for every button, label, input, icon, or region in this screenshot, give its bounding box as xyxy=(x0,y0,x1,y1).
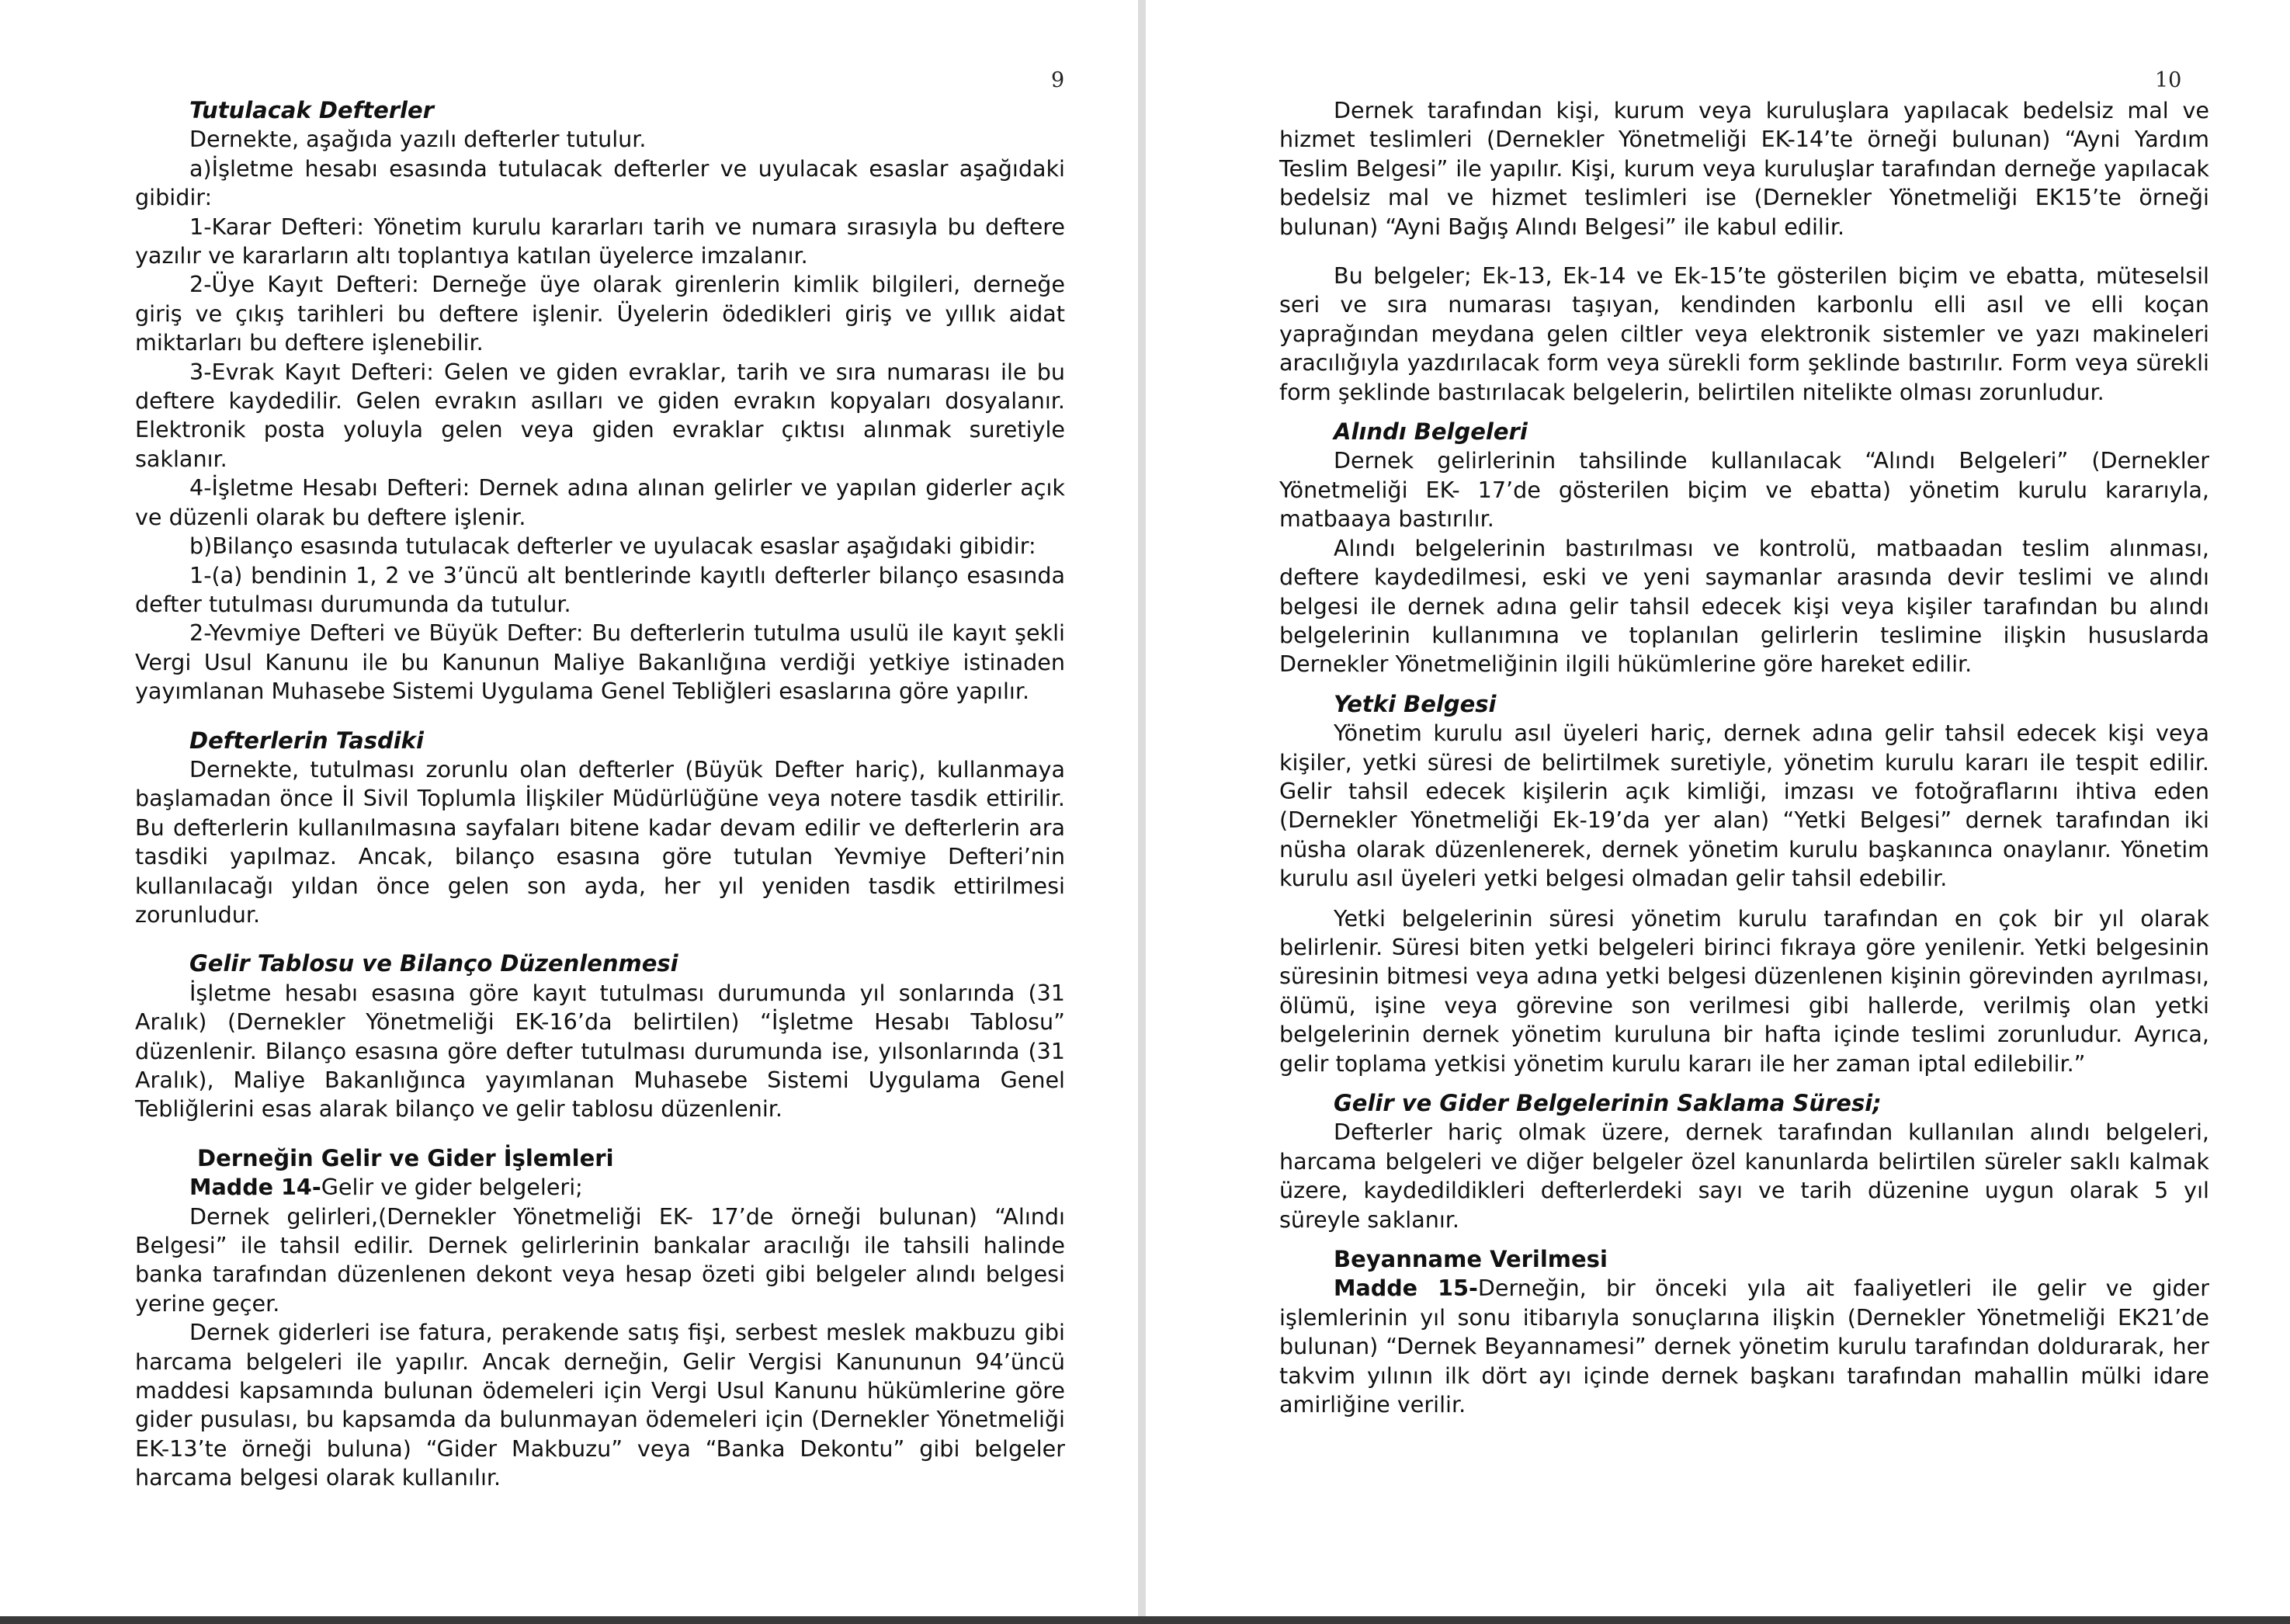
article-text: Derneğin, bir önceki yıla ait faaliyetleri ile gelir ve gider işlemlerinin yıl sonu itibarıyla sonuçlarına ilişkin (Dernekler Yönetmeliği EK21’de bulunan) “Dernek Beyannamesi” dernek yönetim kurulu tarafından doldurarak, her takvim yılının ilk dört ayı içinde dernek başkanı tarafından mahallin mülki idare amirliğine verilir. xyxy=(1279,1275,2209,1418)
paragraph: Dernek gelirleri,(Dernekler Yönetmeliği EK- 17’de örneği bulunan) “Alındı Belgesi” ile tahsil edilir. Dernek gelirlerinin bankalar aracılığı ile tahsili halinde banka tarafından düzenlenen dekont veya hesap özeti gibi belgeler alındı belgesi yerine geçer. xyxy=(135,1202,1065,1317)
paragraph: Dernekte, aşağıda yazılı defterler tutulur. xyxy=(189,126,647,153)
article-text: Gelir ve gider belgeleri; xyxy=(321,1174,583,1201)
article-label: Madde 15- xyxy=(1334,1275,1478,1302)
article-line xyxy=(135,1173,1065,1202)
page-number: 10 xyxy=(2155,68,2182,92)
paragraph: Yetki belgelerinin süresi yönetim kurulu tarafından en çok bir yıl olarak belirlenir. Süresi biten yetki belgeleri birinci fıkraya göre yenilenir. Yetki belgesinin süresinin bitmesi veya adına yetki belgesi düzenlenen kişinin görevinden ayrılması, ölümü, işine veya görevine son verilmesi gibi hallerde, verilmiş olan yetki belgelerinin dernek yönetim kuruluna bir hafta içinde teslimi zorunludur. Ayrıca, gelir toplama yetkisi yönetim kurulu kararı ile her zaman iptal edilebilir.” xyxy=(1279,904,2209,1077)
article-label: Madde 14- xyxy=(189,1174,321,1201)
paragraph: Yönetim kurulu asıl üyeleri hariç, dernek adına gelir tahsil edecek kişi veya kişiler, yetki süresi de belirtilmek suretiyle, yönetim kurulu kararı ile tespit edilir. Gelir tahsil edecek kişilerin açık kimliği, imzası ve fotoğraflarını ihtiva eden (Dernekler Yönetmeliği Ek-19’da yer alan) “Yetki Belgesi” dernek tarafından iki nüsha olarak düzenlenerek, dernek yönetim kurulu başkanınca onaylanır. Yönetim kurulu asıl üyeleri yetki belgesi olmadan gelir tahsil edebilir. xyxy=(1279,720,2209,892)
paragraph: 1-Karar Defteri: Yönetim kurulu kararları tarih ve numara sırasıyla bu deftere yazılır ve kararların altı toplantıya katılan üyelerce imzalanır. xyxy=(135,213,1065,269)
paragraph: Defterler hariç olmak üzere, dernek tarafından kullanılan alındı belgeleri, harcama belgeleri ve diğer belgeler özel kanunlarda belirtilen süreler saklı kalmak üzere, kaydedildikleri defterlerdeki sayı ve tarih düzenine uygun olarak 5 yıl süreyle saklanır. xyxy=(1279,1119,2209,1233)
section-heading: Beyanname Verilmesi xyxy=(1334,1246,1608,1273)
section-heading: Tutulacak Defterler xyxy=(189,97,434,123)
section-heading: Yetki Belgesi xyxy=(1334,690,1497,717)
paragraph: Dernek giderleri ise fatura, perakende satış fişi, serbest meslek makbuzu gibi harcama belgeleri ile yapılır. Ancak derneğin, Gelir Vergisi Kanununun 94’üncü maddesi kapsamında bulunan ödemeleri için Vergi Usul Kanunu hükümlerine göre gider pusulası, bu kapsamda da bulunmayan ödemeleri için (Dernekler Yönetmeliği EK-13’te örneği buluna) “Gider Makbuzu” veya “Banka Dekontu” gibi belgeler harcama belgesi olarak kullanılır. xyxy=(135,1319,1065,1491)
section-heading: Derneğin Gelir ve Gider İşlemleri xyxy=(197,1144,614,1171)
paragraph: 1-(a) bendinin 1, 2 ve 3’üncü alt bentlerinde kayıtlı defterler bilanço esasında defter tutulması durumunda da tutulur. xyxy=(135,561,1065,617)
section-heading: Defterlerin Tasdiki xyxy=(189,727,424,754)
paragraph: Dernek gelirlerinin tahsilinde kullanılacak “Alındı Belgeleri” (Dernekler Yönetmeliği EK- 17’de gösterilen biçim ve ebatta) yönetim kurulu kararıyla, matbaaya bastırılır. xyxy=(1279,447,2209,533)
paragraph: Dernekte, tutulması zorunlu olan defterler (Büyük Defter hariç), kullanmaya başlamadan önce İl Sivil Toplumla İlişkiler Müdürlüğüne veya notere tasdik ettirilir. Bu defterlerin kullanılmasına sayfaları bitene kadar devam edilir ve defterlerin ara tasdiki yapılmaz. Ancak, bilanço esasına göre tutulan Yevmiye Defteri’nin kullanılacağı yıldan önce gelen son ayda, her yıl yeniden tasdik ettirilmesi zorunludur. xyxy=(135,755,1065,928)
page-number: 9 xyxy=(1051,68,1065,92)
paragraph: Dernek tarafından kişi, kurum veya kuruluşlara yapılacak bedelsiz mal ve hizmet teslimleri (Dernekler Yönetmeliği EK-14’te örneği bulunan) “Ayni Yardım Teslim Belgesi” ile yapılır. Kişi, kurum veya kuruluşlar tarafından derneğe yapılacak bedelsiz mal ve hizmet teslimleri ise (Dernekler Yönetmeliği EK15’te örneği bulunan) “Ayni Bağış Alındı Belgesi” ile kabul edilir. xyxy=(1279,97,2209,240)
left-page xyxy=(0,0,1138,1616)
paragraph: 2-Yevmiye Defteri ve Büyük Defter: Bu defterlerin tutulma usulü ile kayıt şekli Vergi Usul Kanunu ile bu Kanunun Maliye Bakanlığına verdiği yetkiye istinaden yayımlanan Muhasebe Sistemi Uygulama Genel Tebliğleri esaslarına göre yapılır. xyxy=(135,619,1065,705)
paragraph: 4-İşletme Hesabı Defteri: Dernek adına alınan gelirler ve yapılan giderler açık ve düzenli olarak bu deftere işlenir. xyxy=(135,474,1065,530)
left-page-text xyxy=(135,96,1065,1493)
paragraph: 3-Evrak Kayıt Defteri: Gelen ve giden evraklar, tarih ve sıra numarası ile bu deftere kaydedilir. Gelen evrakın asılları ve giden evrakın kopyaları dosyalanır. Elektronik posta yoluyla gelen veya giden evraklar çıktısı alınmak suretiyle saklanır. xyxy=(135,358,1065,472)
paragraph: a)İşletme hesabı esasında tutulacak defterler ve uyulacak esaslar aşağıdaki gibidir: xyxy=(135,154,1065,211)
section-heading: Alındı Belgeleri xyxy=(1334,418,1528,446)
section-heading: Gelir ve Gider Belgelerinin Saklama Süresi; xyxy=(1334,1090,1882,1116)
article-line xyxy=(1279,1274,2209,1419)
paragraph: b)Bilanço esasında tutulacak defterler ve uyulacak esaslar aşağıdaki gibidir: xyxy=(189,533,1036,560)
paragraph: 2-Üye Kayıt Defteri: Derneğe üye olarak girenlerin kimlik bilgileri, derneğe giriş ve çıkış tarihleri bu deftere işlenir. Üyelerin ödedikleri giriş ve yıllık aidat miktarları bu deftere işlenebilir. xyxy=(135,271,1065,356)
book-spine xyxy=(1138,0,1146,1616)
paragraph: Bu belgeler; Ek-13, Ek-14 ve Ek-15’te gösterilen biçim ve ebatta, müteselsil seri ve sıra numarası taşıyan, kendinden karbonlu elli asıl ve elli koçan yaprağından meydana gelen ciltler veya elektronik sistemler ve yazı makineleri aracılığıyla yazdırılacak form veya sürekli form şeklinde bastırılır. Form veya sürekli form şeklinde bastırılacak belgelerin, belirtilen nitelikte olması zorunludur. xyxy=(1279,262,2209,405)
bottom-edge xyxy=(0,1616,2290,1624)
paragraph: İşletme hesabı esasına göre kayıt tutulması durumunda yıl sonlarında (31 Aralık) (Dernekler Yönetmeliği EK-16’da belirtilen) “İşletme Hesabı Tablosu” düzenlenir. Bilanço esasına göre defter tutulması durumunda ise, yılsonlarında (31 Aralık), Maliye Bakanlığınca yayımlanan Muhasebe Sistemi Uygulama Genel Tebliğlerini esas alarak bilanço ve gelir tablosu düzenlenir. xyxy=(135,979,1065,1123)
right-page xyxy=(1146,0,2290,1616)
right-page-text xyxy=(1279,96,2209,1419)
section-heading: Gelir Tablosu ve Bilanço Düzenlenmesi xyxy=(189,950,678,977)
paragraph: Alındı belgelerinin bastırılması ve kontrolü, matbaadan teslim alınması, deftere kaydedilmesi, eski ve yeni saymanlar arasında devir teslimi ve alındı belgesi ile dernek adına gelir tahsil edecek kişi veya kişiler tarafından bu alındı belgelerinin kullanımına ve toplanılan gelirlerin teslimine ilişkin hususlarda Dernekler Yönetmeliğinin ilgili hükümlerine göre hareket edilir. xyxy=(1279,534,2209,678)
